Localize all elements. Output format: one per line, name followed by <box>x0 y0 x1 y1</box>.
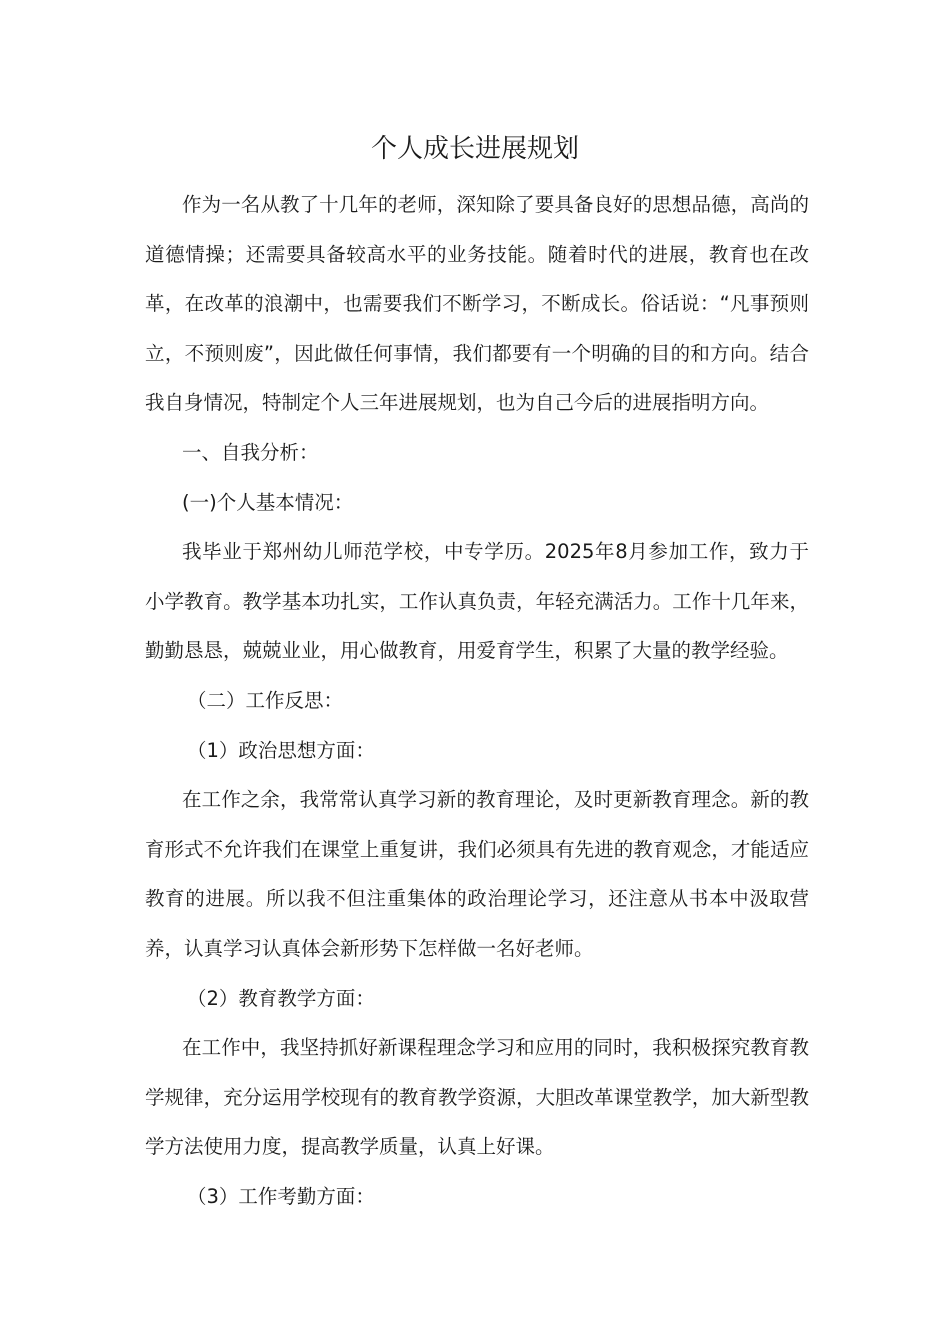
paragraph-teaching: 在工作中，我坚持抓好新课程理念学习和应用的同时，我积极探究教育教学规律，充分运用学校现有的教育教学资源，大胆改革课堂教学，加大新型教学方法使用力度，提高教学质量，认真上好课。 <box>145 1036 809 1159</box>
heading-basic-info: (一)个人基本情况： <box>182 490 354 514</box>
heading-political-thought: （1）政治思想方面： <box>187 738 375 762</box>
document-body <box>145 180 809 1221</box>
heading-self-analysis: 一、自我分析： <box>182 440 319 464</box>
document-title: 个人成长进展规划 <box>370 134 579 164</box>
paragraph-intro: 作为一名从教了十几年的老师，深知除了要具备良好的思想品德，高尚的道德情操；还需要具备较高水平的业务技能。随着时代的进展，教育也在改革，在改革的浪潮中，也需要我们不断学习，不断成长。俗话说：“凡事预则立，不预则废”，因此做任何事情，我们都要有一个明确的目的和方向。结合我自身情况，特制定个人三年进展规划，也为自己今后的进展指明方向。 <box>145 193 809 415</box>
heading-work-reflection: （二）工作反思： <box>187 688 344 712</box>
paragraph-basic-info: 我毕业于郑州幼儿师范学校，中专学历。2025年8月参加工作，致力于小学教育。教学基本功扎实，工作认真负责，年轻充满活力。工作十几年来，勤勤恳恳，兢兢业业，用心做教育，用爱育学生，积累了大量的教学经验。 <box>145 540 809 663</box>
heading-attendance: （3）工作考勤方面： <box>187 1184 375 1208</box>
heading-teaching: （2）教育教学方面： <box>187 986 375 1010</box>
paragraph-political-thought: 在工作之余，我常常认真学习新的教育理论，及时更新教育理念。新的教育形式不允许我们在课堂上重复讲，我们必须具有先进的教育观念，才能适应教育的进展。所以我不但注重集体的政治理论学习，还注意从书本中汲取营养，认真学习认真体会新形势下怎样做一名好老师。 <box>145 788 809 960</box>
